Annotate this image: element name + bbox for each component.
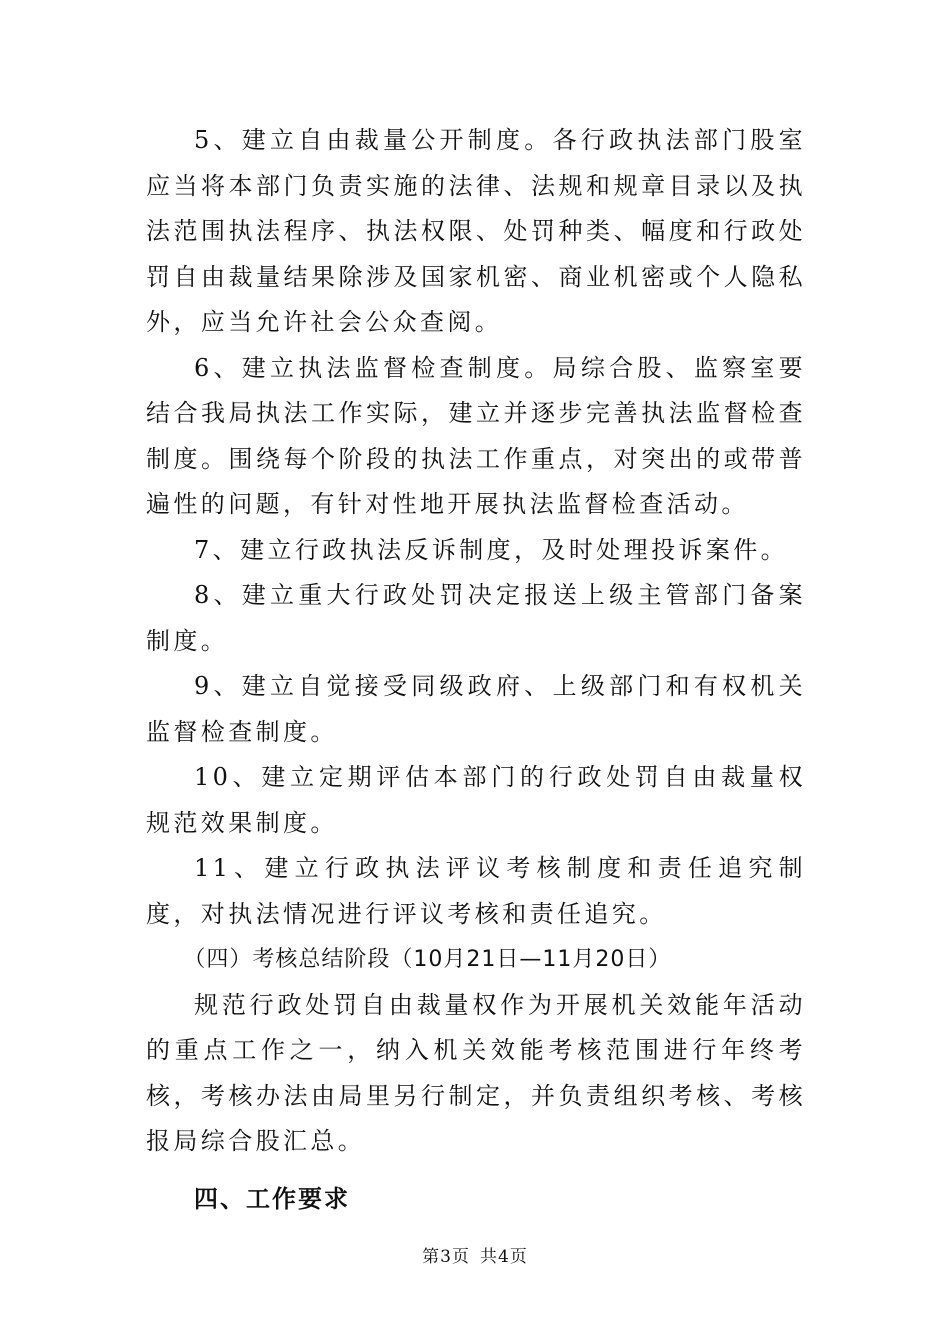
document-body xyxy=(146,118,806,1222)
stage-4-body: 规范行政处罚自由裁量权作为开展机关效能年活动的重点工作之一，纳入机关效能考核范围进行年终考核，考核办法由局里另行制定，并负责组织考核、考核报局综合股汇总。 xyxy=(146,990,806,1155)
page-total: 共4页 xyxy=(480,1247,528,1267)
paragraph-item-7: 7、建立行政执法反诉制度，及时处理投诉案件。 xyxy=(194,535,789,564)
paragraph-item-10: 10、建立定期评估本部门的行政处罚自由裁量权规范效果制度。 xyxy=(146,763,806,837)
paragraph-item-5: 5、建立自由裁量公开制度。各行政执法部门股室应当将本部门负责实施的法律、法规和规章目录以及执法范围执法程序、执法权限、处罚种类、幅度和行政处罚自由裁量结果除涉及国家机密、商业机密或个人隐私外，应当允许社会公众查阅。 xyxy=(146,126,806,336)
section-heading-work-requirements: 四、工作要求 xyxy=(194,1184,350,1213)
stage-heading-4: （四）考核总结阶段（10月21日—11月20日） xyxy=(183,947,672,972)
paragraph-item-8: 8、建立重大行政处罚决定报送上级主管部门备案制度。 xyxy=(146,581,806,655)
page-number: 第3页 xyxy=(422,1247,470,1267)
paragraph-item-11: 11、建立行政执法评议考核制度和责任追究制度，对执法情况进行评议考核和责任追究。 xyxy=(146,854,806,928)
paragraph-item-6: 6、建立执法监督检查制度。局综合股、监察室要结合我局执法工作实际，建立并逐步完善执法监督检查制度。围绕每个阶段的执法工作重点，对突出的或带普遍性的问题，有针对性地开展执法监督检查活动。 xyxy=(146,353,806,518)
page-footer xyxy=(0,1242,950,1267)
paragraph-item-9: 9、建立自觉接受同级政府、上级部门和有权机关监督检查制度。 xyxy=(146,672,806,746)
